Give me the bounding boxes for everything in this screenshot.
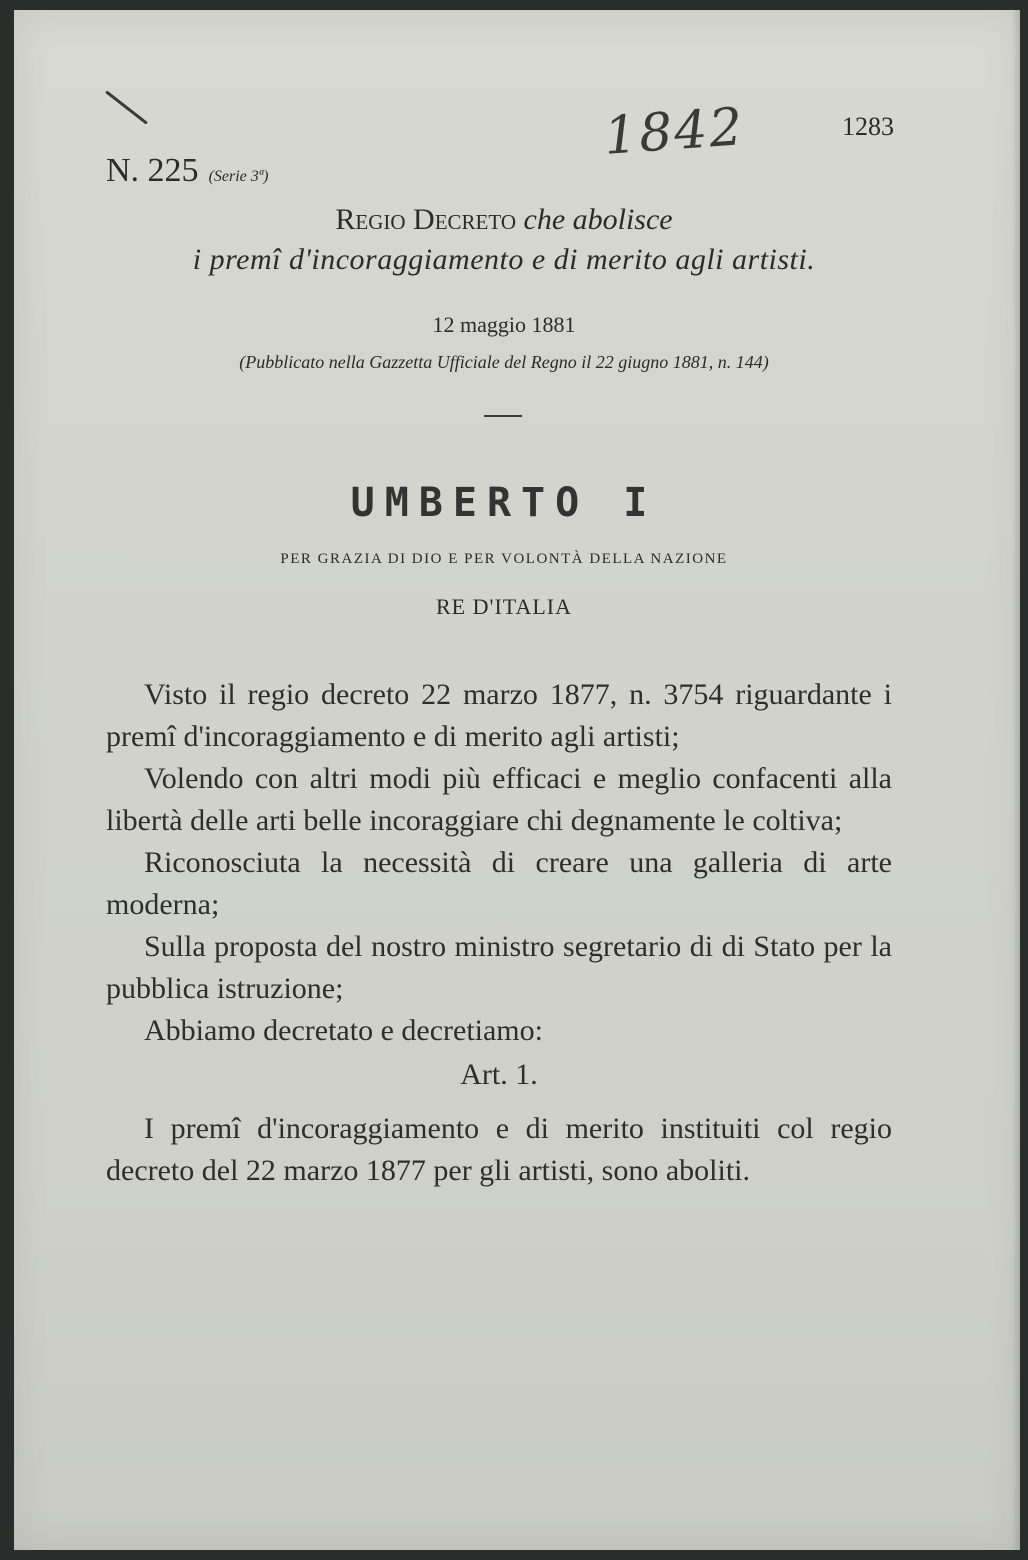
pencil-mark [105, 90, 148, 124]
decree-series: (Serie 3ª) [208, 168, 269, 185]
page-edge-shadow [1012, 10, 1020, 1550]
sovereign-name: UMBERTO I [350, 480, 658, 526]
sovereign-grace-line: PER GRAZIA DI DIO E PER VOLONTÀ DELLA NAZIONE [280, 551, 728, 567]
preamble-paragraph: Volendo con altri modi più efficaci e meglio confacenti alla libertà delle arti belle incoraggiare chi degnamente le coltiva; [106, 762, 892, 837]
decree-title-italic: che abolisce [523, 203, 673, 236]
article-heading: Art. 1. [460, 1058, 538, 1091]
separator-rule [484, 415, 522, 417]
decree-body [106, 674, 892, 1192]
publication-note: (Pubblicato nella Gazzetta Ufficiale del Regno il 22 giugno 1881, n. 144) [239, 352, 769, 372]
decree-title [104, 200, 904, 280]
decree-title-line-2: i premî d'incoraggiamento e di merito agli artisti. [192, 243, 816, 276]
handwritten-annotation: 1842 [602, 97, 747, 167]
decree-number: N. 225 [106, 152, 199, 189]
page-number: 1283 [842, 112, 894, 141]
decree-date: 12 maggio 1881 [432, 312, 576, 337]
preamble-paragraph: Abbiamo decretato e decretiamo: [144, 1014, 543, 1047]
preamble-paragraph: Sulla proposta del nostro ministro segretario di di Stato per la pubblica istruzione; [106, 930, 892, 1005]
decree-number-line [106, 152, 269, 190]
decree-title-smallcaps: Regio Decreto [335, 203, 516, 236]
article-text: I premî d'incoraggiamento e di merito instituiti col regio decreto del 22 marzo 1877 per gli artisti, sono aboliti. [106, 1112, 892, 1187]
preamble-paragraph: Riconosciuta la necessità di creare una galleria di arte moderna; [106, 846, 892, 921]
sovereign-title: RE D'ITALIA [435, 594, 572, 619]
decree-title-line-1 [104, 200, 904, 240]
preamble-paragraph: Visto il regio decreto 22 marzo 1877, n. 3754 riguardante i premî d'incoraggiamento e di merito agli artisti; [106, 678, 892, 753]
document-page [14, 10, 1020, 1550]
